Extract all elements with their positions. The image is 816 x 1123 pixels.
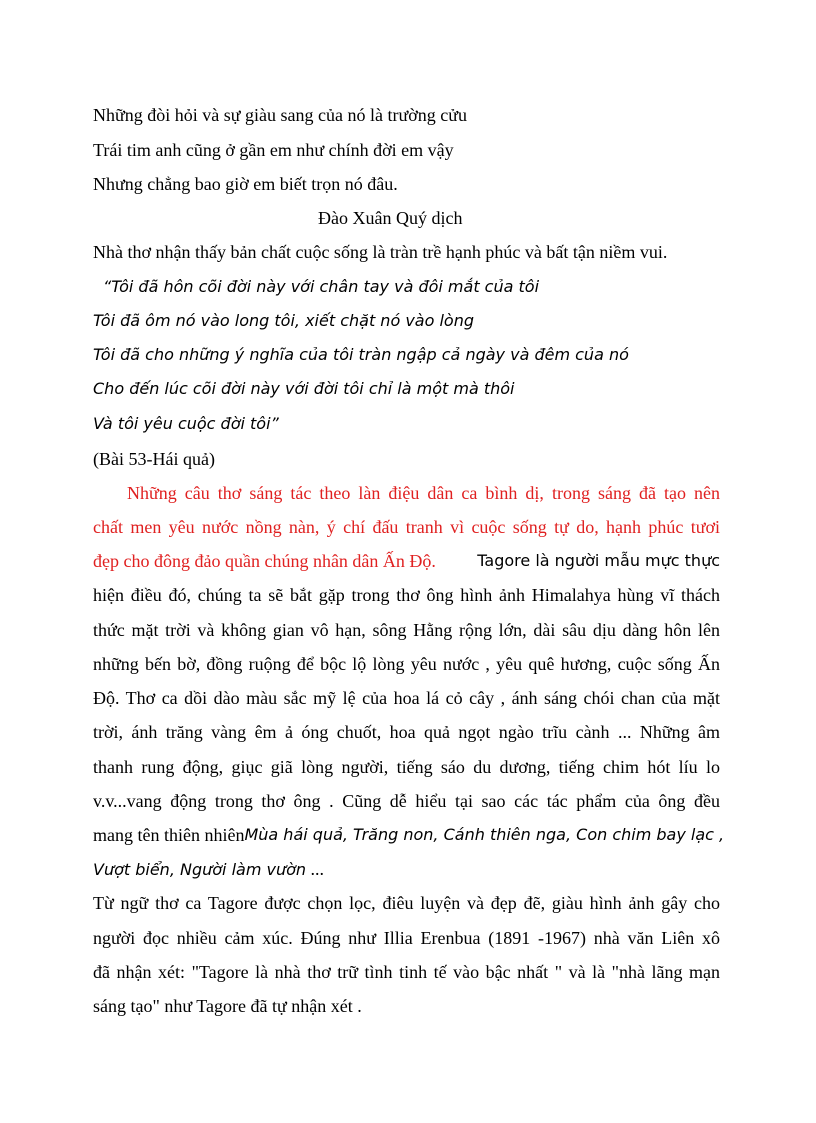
paragraph-line: hiện điều đó, chúng ta sẽ bắt gặp trong thơ ông hình ảnh Himalahya hùng vĩ thách	[93, 585, 720, 605]
paragraph-line: chất men yêu nước nồng nàn, ý chí đấu tranh vì cuộc sống tự do, hạnh phúc tươi	[93, 517, 720, 537]
intro-sentence: Nhà thơ nhận thấy bản chất cuộc sống là tràn trề hạnh phúc và bất tận niềm vui.	[93, 242, 668, 262]
paragraph-text: mang tên thiên nhiên	[93, 825, 245, 845]
paragraph-line: đã nhận xét: "Tagore là nhà thơ trữ tình tinh tế vào bậc nhất " và là "nhà lãng mạn	[93, 962, 720, 982]
poem-line: Và tôi yêu cuộc đời tôi”	[93, 414, 279, 433]
paragraph-line: Những câu thơ sáng tác theo làn điệu dân ca bình dị, trong sáng đã tạo nên	[127, 483, 720, 503]
paragraph-line: sáng tạo" như Tagore đã tự nhận xét .	[93, 996, 362, 1016]
paragraph-line: thức mặt trời và không gian vô hạn, sông Hằng rộng lớn, dài sâu dịu dàng hôn lên	[93, 620, 720, 640]
paragraph-line: v.v...vang động trong thơ ông . Cũng dễ hiểu tại sao các tác phẩm của ông đều	[93, 791, 720, 811]
paragraph-line	[93, 824, 725, 846]
ellipsis: ...	[310, 859, 325, 879]
source-note: (Bài 53-Hái quả)	[93, 449, 215, 469]
paragraph-line: thanh rung động, giục giã lòng người, tiếng sáo du dương, tiếng chim hót líu lo	[93, 757, 720, 777]
poem-line: Cho đến lúc cõi đời này với đời tôi chỉ là một mà thôi	[93, 379, 515, 398]
paragraph-line	[93, 550, 720, 572]
poem-line: Những đòi hỏi và sự giàu sang của nó là trường cửu	[93, 105, 467, 125]
paragraph-line: Độ. Thơ ca dồi dào màu sắc mỹ lệ của hoa lá cỏ cây , ánh sáng chói chan của mặt	[93, 688, 720, 708]
paragraph-line	[93, 858, 324, 881]
paragraph-line: những bến bờ, đồng ruộng để bộc lộ lòng yêu nước , yêu quê hương, cuộc sống Ấn	[93, 654, 720, 674]
translator-credit: Đào Xuân Quý dịch	[318, 208, 463, 228]
red-sentence-end: đẹp cho đông đảo quần chúng nhân dân Ấn Độ.	[93, 551, 436, 571]
paragraph-line: Từ ngữ thơ ca Tagore được chọn lọc, điêu luyện và đẹp đẽ, giàu hình ảnh gây cho	[93, 893, 720, 913]
poem-line: Tôi đã ôm nó vào long tôi, xiết chặt nó vào lòng	[93, 311, 474, 330]
paragraph-line: trời, ánh trăng vàng êm ả óng chuốt, hoa quả ngọt ngào trĩu cành ... Những âm	[93, 722, 720, 742]
poem-line: “Tôi đã hôn cõi đời này với chân tay và đôi mắt của tôi	[103, 277, 540, 296]
work-titles: Mùa hái quả, Trăng non, Cánh thiên nga, Con chim bay lạc ,	[244, 825, 725, 844]
paragraph-line: người đọc nhiều cảm xúc. Đúng như Illia Erenbua (1891 -1967) nhà văn Liên xô	[93, 928, 720, 948]
poem-line: Trái tim anh cũng ở gần em như chính đời em vậy	[93, 140, 454, 160]
poem-line: Tôi đã cho những ý nghĩa của tôi tràn ngập cả ngày và đêm của nó	[93, 345, 629, 364]
paragraph-text: Tagore là người mẫu mực thực	[477, 551, 720, 570]
work-titles: Vượt biển, Người làm vườn	[93, 860, 307, 879]
poem-line: Nhưng chẳng bao giờ em biết trọn nó đâu.	[93, 174, 398, 194]
